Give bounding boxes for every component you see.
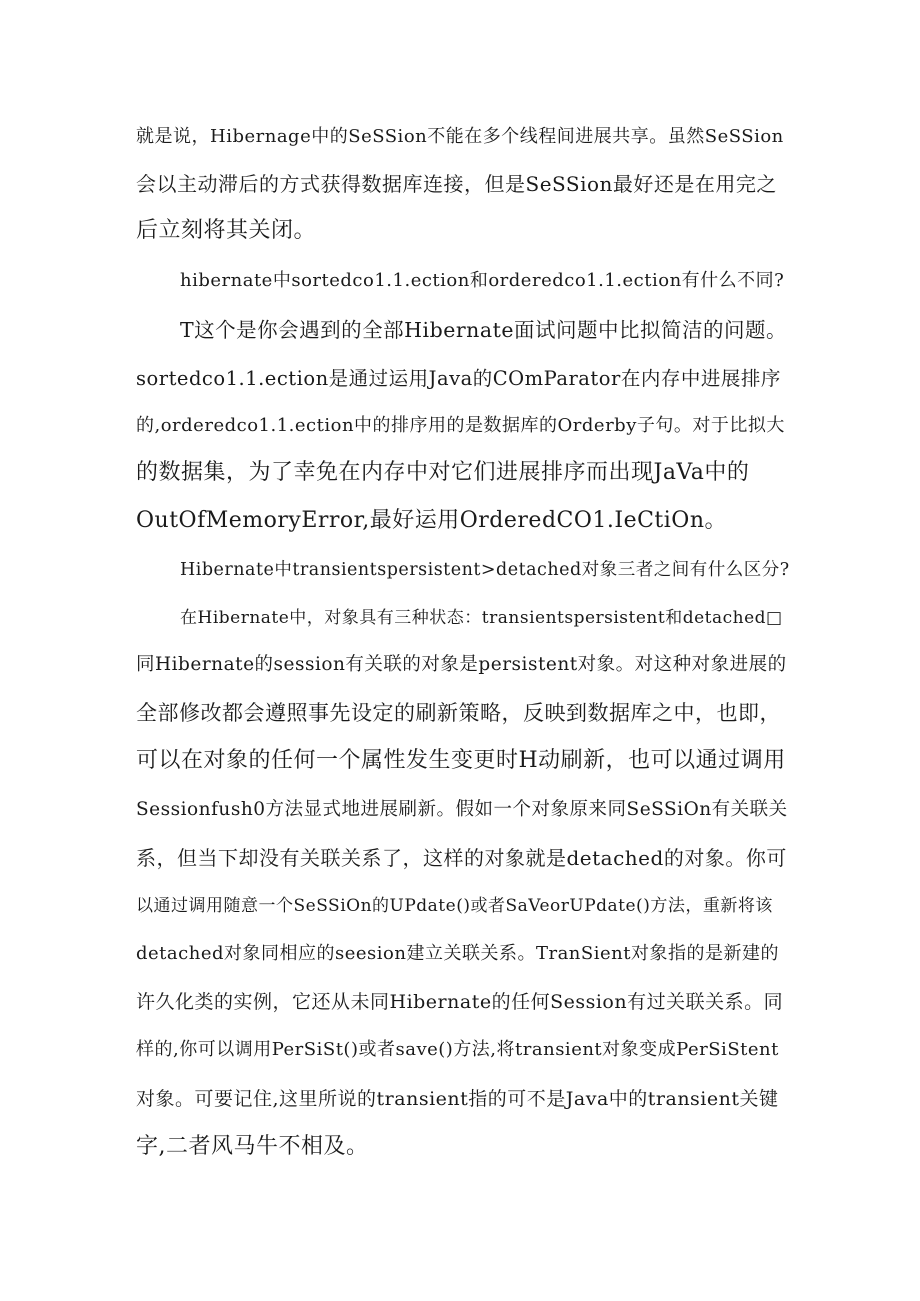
text-line: 可以在对象的任何一个属性发生变更时H动刷新，也可以通过调用	[136, 748, 786, 773]
text-line: T这个是你会遇到的全部Hibernate面试问题中比拟简洁的问题。	[180, 318, 787, 342]
text-line: Sessionfush0方法显式地进展刷新。假如一个对象原来同SeSSiOn有关联关	[136, 799, 788, 820]
text-line: 同Hibernate的session有关联的对象是persistent对象。对这种对象进展的	[136, 654, 787, 675]
text-line: 对象。可要记住,这里所说的transient指的可不是Java中的transient关键	[136, 1088, 779, 1110]
text-line: 字,二者风马牛不相及。	[136, 1134, 369, 1159]
text-line: 样的,你可以调用PerSiSt()或者save()方法,将transient对象变成PerSiStent	[136, 1039, 779, 1060]
question-heading: Hibernate中transientspersistent>detached对象三者之间有什么区分?	[180, 560, 790, 580]
text-line: sortedco1.1.ection是通过运用Java的COmParator在内存中进展排序	[136, 367, 781, 390]
text-line: 就是说，Hibernage中的SeSSion不能在多个线程间进展共享。虽然SeSSion	[136, 126, 784, 147]
text-line: 许久化类的实例，它还从未同Hibernate的任何Session有过关联关系。同	[136, 991, 784, 1013]
text-line: 在Hibernate中，对象具有三种状态：transientspersistent和detached□	[180, 608, 783, 628]
text-line: 会以主动滞后的方式获得数据库连接，但是SeSSion最好还是在用完之	[136, 172, 777, 196]
text-line: OutOfMemoryError,最好运用OrderedCO1.IeCtiOn。	[136, 508, 728, 533]
question-heading: hibernate中sortedco1.1.ection和orderedco1.1.ection有什么不同?	[180, 270, 785, 291]
text-line: 以通过调用随意一个SeSSiOn的UPdate()或者SaVeorUPdate()方法，重新将该	[136, 896, 773, 916]
text-line: 系，但当下却没有关联关系了，这样的对象就是detached的对象。你可	[136, 846, 787, 870]
text-line: 后立刻将其关闭。	[136, 218, 317, 243]
text-line: 全部修改都会遵照事先设定的刷新策略，反映到数据库之中，也即，	[136, 701, 781, 725]
text-line: 的,orderedco1.1.ection中的排序用的是数据库的Orderby子句。对于比拟大	[136, 415, 785, 436]
text-line: detached对象同相应的seesion建立关联关系。TranSient对象指的是新建的	[136, 943, 779, 964]
text-line: 的数据集，为了幸免在内存中对它们进展排序而出现JaVa中的	[136, 460, 750, 485]
